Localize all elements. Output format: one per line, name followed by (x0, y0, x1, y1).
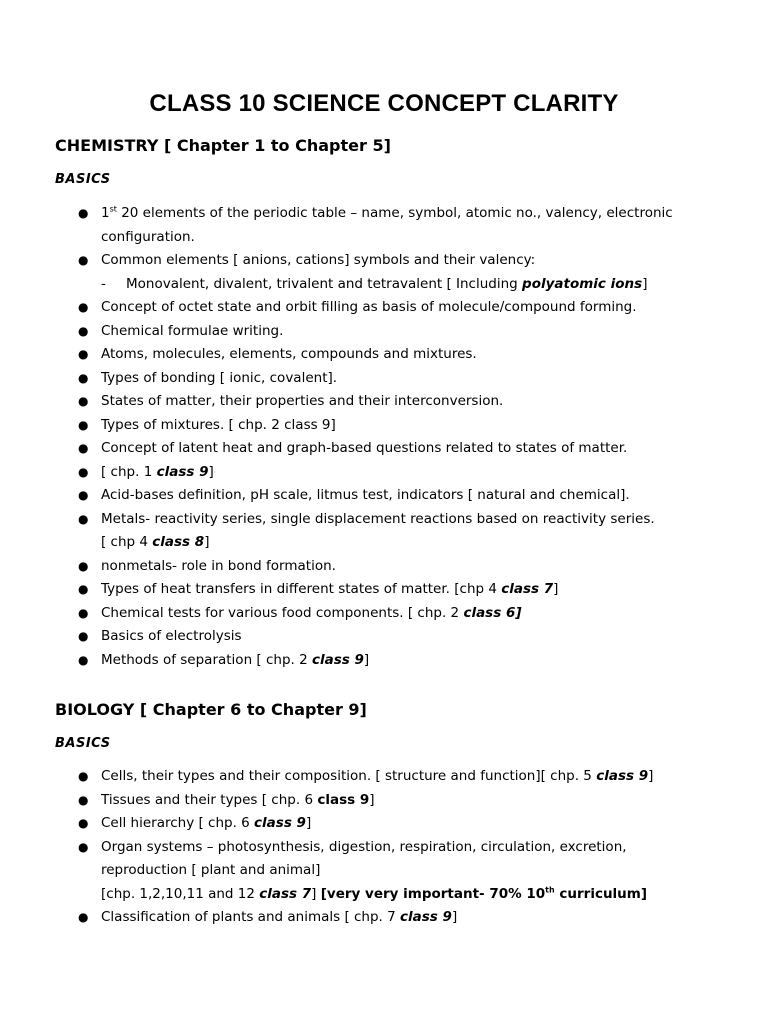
list-item: ● Tissues and their types [ chp. 6 class 9] (0, 789, 768, 813)
bullet-icon: ● (78, 605, 89, 620)
list-item: ● Organ systems – photosynthesis, digestion, respiration, circulation, excretion, reproduction [ plant and animal] [chp. 1,2,10,11 and 12 class 7] [very very important- 70% 10th curriculum] (0, 836, 768, 907)
bullet-icon: ● (78, 582, 89, 596)
list-item: ● Concept of octet state and orbit filling as basis of molecule/compound forming. (0, 296, 768, 320)
biology-heading: BIOLOGY [ Chapter 6 to Chapter 9] (55, 700, 367, 719)
bullet-icon: ● (78, 417, 89, 432)
bullet-icon: ● (78, 394, 89, 408)
bullet-icon: ● (78, 511, 89, 526)
list-item: ● Metals- reactivity series, single displacement reactions based on reactivity series. [ chp 4 class 8] (0, 508, 768, 555)
list-item: ● Cell hierarchy [ chp. 6 class 9] (0, 812, 768, 836)
bullet-icon: ● (78, 347, 89, 361)
chemistry-basics-label: BASICS (55, 172, 111, 187)
list-item: ● States of matter, their properties and their interconversion. (0, 390, 768, 414)
list-item: ● Basics of electrolysis (0, 625, 768, 649)
bullet-icon: ● (78, 839, 89, 854)
list-item: ● Acid-bases definition, pH scale, litmus test, indicators [ natural and chemical]. (0, 484, 768, 508)
bullet-icon: ● (78, 300, 89, 314)
biology-basics-label: BASICS (55, 736, 111, 751)
list-item: ● Classification of plants and animals [ chp. 7 class 9] (0, 906, 768, 930)
bullet-icon: ● (78, 816, 89, 830)
list-item: ● Types of bonding [ ionic, covalent]. (0, 367, 768, 391)
bullet-icon: ● (78, 769, 89, 783)
page-title: CLASS 10 SCIENCE CONCEPT CLARITY (149, 90, 619, 117)
bullet-icon: ● (78, 558, 89, 573)
bullet-icon: ● (78, 792, 89, 807)
bullet-icon: ● (78, 253, 89, 267)
list-item: ● Chemical formulae writing. (0, 320, 768, 344)
bullet-icon: ● (78, 464, 89, 479)
bullet-icon: ● (78, 441, 89, 455)
list-item: ● 1st 20 elements of the periodic table – name, symbol, atomic no., valency, electronic configuration. (0, 202, 768, 249)
list-item: ● nonmetals- role in bond formation. (0, 555, 768, 579)
chemistry-heading: CHEMISTRY [ Chapter 1 to Chapter 5] (55, 136, 391, 155)
list-item: ● Common elements [ anions, cations] symbols and their valency: - Monovalent, divalent, trivalent and tetravalent [ Including polyatomic ions] (0, 249, 768, 296)
list-item: ● Chemical tests for various food components. [ chp. 2 class 6] (0, 602, 768, 626)
chemistry-list (0, 202, 768, 672)
list-item: ● Concept of latent heat and graph-based questions related to states of matter. (0, 437, 768, 461)
bullet-icon: ● (78, 652, 89, 667)
list-item: ● Cells, their types and their composition. [ structure and function][ chp. 5 class 9] (0, 765, 768, 789)
bullet-icon: ● (78, 370, 89, 385)
list-item: ● Types of heat transfers in different states of matter. [chp 4 class 7] (0, 578, 768, 602)
bullet-icon: ● (78, 910, 89, 924)
list-item: ● Types of mixtures. [ chp. 2 class 9] (0, 414, 768, 438)
bullet-icon: ● (78, 206, 89, 220)
bullet-icon: ● (78, 488, 89, 502)
list-item: ● Methods of separation [ chp. 2 class 9] (0, 649, 768, 673)
bullet-icon: ● (78, 323, 89, 338)
list-item: ● [ chp. 1 class 9] (0, 461, 768, 485)
biology-list (0, 765, 768, 930)
list-item: ● Atoms, molecules, elements, compounds and mixtures. (0, 343, 768, 367)
bullet-icon: ● (78, 629, 89, 643)
